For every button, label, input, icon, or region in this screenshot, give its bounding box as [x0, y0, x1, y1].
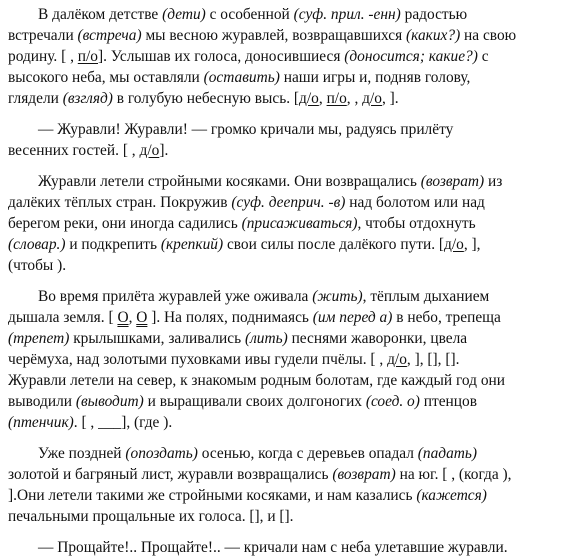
hint-annotation: (доносится; какие?)	[344, 48, 478, 66]
text-segment: ].Они летели такими же стройными косяками, и нам казались	[8, 486, 417, 504]
text-line	[8, 286, 571, 307]
text-line	[8, 307, 571, 328]
text-segment: , ], [], [].	[406, 350, 460, 368]
hint-annotation: (возврат)	[332, 465, 396, 483]
text-segment: , ],	[463, 235, 481, 253]
text-segment: В далёком детстве	[38, 6, 163, 23]
hint-annotation: (птенчик)	[8, 414, 74, 432]
text-line	[8, 67, 571, 88]
hint-annotation: (присаживаться)	[241, 214, 358, 232]
paragraph-4	[8, 286, 571, 434]
text-segment: с	[477, 48, 489, 66]
text-line	[8, 328, 571, 349]
hint-annotation: (взгляд)	[62, 90, 113, 108]
text-line	[8, 464, 571, 485]
text-line	[8, 537, 571, 558]
hint-annotation: (крепкий)	[160, 235, 224, 253]
text-segment: ,	[318, 90, 327, 108]
text-segment: и подкрепить	[65, 235, 161, 253]
text-segment: песнями жаворонки, цвела	[287, 329, 468, 347]
text-line	[8, 391, 571, 412]
text-segment: мы весною журавлей, возвращавшихся	[141, 27, 407, 45]
text-segment: родину. [ ,	[8, 48, 78, 66]
text-segment: встречали	[8, 27, 78, 45]
paragraph-1	[8, 4, 571, 109]
text-line	[8, 88, 571, 109]
hint-annotation: (возврат)	[420, 172, 485, 190]
text-line	[8, 349, 571, 370]
text-segment: далёких тёплых стран. Покружив	[8, 193, 232, 211]
text-segment: из	[484, 172, 503, 190]
clause-marker: д/о	[444, 235, 464, 253]
paragraph-5	[8, 443, 571, 527]
text-segment: (чтобы ).	[8, 257, 67, 275]
paragraph-6	[8, 537, 571, 558]
text-line	[8, 443, 571, 464]
text-line	[8, 46, 571, 67]
hint-annotation: (словар.)	[8, 235, 66, 253]
text-segment: наши игры и, подняв голову,	[279, 69, 471, 87]
text-segment: осенью, когда с деревьев опадал	[197, 444, 418, 462]
predicate-marker: О	[136, 308, 148, 326]
hint-annotation: (дети)	[162, 6, 206, 23]
hint-annotation: (соед. о)	[365, 393, 420, 411]
hint-annotation: (жить)	[312, 287, 363, 305]
text-segment: Журавли летели на север, к знакомым родным болотам, где каждый год они	[8, 372, 505, 389]
text-segment: крылышками, заливались	[69, 329, 245, 347]
text-line	[8, 255, 571, 276]
text-segment: , ].	[381, 90, 399, 108]
text-segment: Уже поздней	[38, 444, 126, 462]
clause-marker: п/о	[326, 90, 347, 108]
text-segment: ]. На полях, поднимаясь	[147, 308, 313, 326]
text-segment: печальными прощальные их голоса. [], и [].	[8, 508, 294, 526]
text-segment: с особенной	[205, 6, 294, 23]
text-segment: птенцов	[419, 393, 477, 411]
text-segment: берегом реки, они иногда садились	[8, 214, 242, 232]
clause-marker: д/о	[299, 90, 319, 108]
text-segment: весенних гостей. [ ,	[8, 142, 140, 160]
hint-annotation: (кажется)	[416, 486, 487, 504]
text-segment: над болотом или над	[345, 193, 485, 211]
document-text	[8, 4, 571, 558]
text-segment: золотой и багряный лист, журавли возвращались	[8, 465, 333, 483]
text-line	[8, 213, 571, 234]
hint-annotation: (лить)	[244, 329, 288, 347]
text-segment: Журавли летели стройными косяками. Они возвращались	[38, 172, 421, 190]
hint-annotation: (трепет)	[8, 329, 70, 347]
text-segment: , чтобы отдохнуть	[357, 214, 476, 232]
hint-annotation: (суф. прил. -енн)	[293, 6, 401, 23]
text-line	[8, 506, 571, 527]
hint-annotation: (падать)	[417, 444, 478, 462]
text-line	[8, 119, 571, 140]
hint-annotation: (выводит)	[75, 393, 144, 411]
clause-marker: д/о	[139, 142, 160, 160]
text-segment: ]. Услышав их голоса, доносившиеся	[98, 48, 345, 66]
text-segment: , тёплым дыханием	[362, 287, 490, 305]
text-segment: дышала земля. [	[8, 308, 118, 326]
clause-marker: д/о	[362, 90, 382, 108]
clause-marker: п/о	[77, 48, 98, 66]
hint-annotation: (встреча)	[77, 27, 142, 45]
paragraph-3	[8, 171, 571, 276]
text-segment: глядели	[8, 90, 63, 108]
text-segment: Во время прилёта журавлей уже оживала	[38, 287, 313, 305]
text-segment: ,	[128, 308, 137, 326]
text-segment: ].	[159, 142, 169, 160]
text-line	[8, 370, 571, 391]
text-line	[8, 25, 571, 46]
predicate-marker: О	[117, 308, 129, 326]
text-line	[8, 171, 571, 192]
text-line	[8, 485, 571, 506]
text-segment: в голубую небесную высь. [	[112, 90, 300, 108]
text-segment: — Журавли! Журавли! — громко кричали мы, радуясь прилёту	[38, 120, 454, 138]
text-line	[8, 412, 571, 433]
text-segment: . [ , ___], (где ).	[73, 414, 173, 432]
text-segment: радостью	[400, 6, 468, 23]
text-segment: черёмуха, над золотыми пуховками ивы гудели пчёлы. [ ,	[8, 350, 388, 368]
text-line	[8, 192, 571, 213]
text-segment: высокого неба, мы оставляли	[8, 69, 204, 87]
hint-annotation: (опоздать)	[125, 444, 198, 462]
text-segment: , ,	[346, 90, 363, 108]
text-segment: в небо, трепеща	[392, 308, 501, 326]
text-segment: свои силы после далёкого пути. [	[223, 235, 445, 253]
text-segment: на свою	[460, 27, 517, 45]
text-line	[8, 140, 571, 161]
hint-annotation: (суф. дееприч. -в)	[231, 193, 346, 211]
hint-annotation: (им перед а)	[312, 308, 393, 326]
text-segment: на юг. [ , (когда ),	[395, 465, 512, 483]
text-segment: и выращивали своих долгоногих	[143, 393, 366, 411]
clause-marker: д/о	[387, 350, 407, 368]
text-segment: выводили	[8, 393, 76, 411]
text-line	[8, 4, 571, 25]
hint-annotation: (каких?)	[406, 27, 461, 45]
paragraph-2	[8, 119, 571, 161]
text-line	[8, 234, 571, 255]
hint-annotation: (оставить)	[203, 69, 280, 87]
text-segment: — Прощайте!.. Прощайте!.. — кричали нам с неба улетавшие журавли.	[38, 538, 508, 556]
